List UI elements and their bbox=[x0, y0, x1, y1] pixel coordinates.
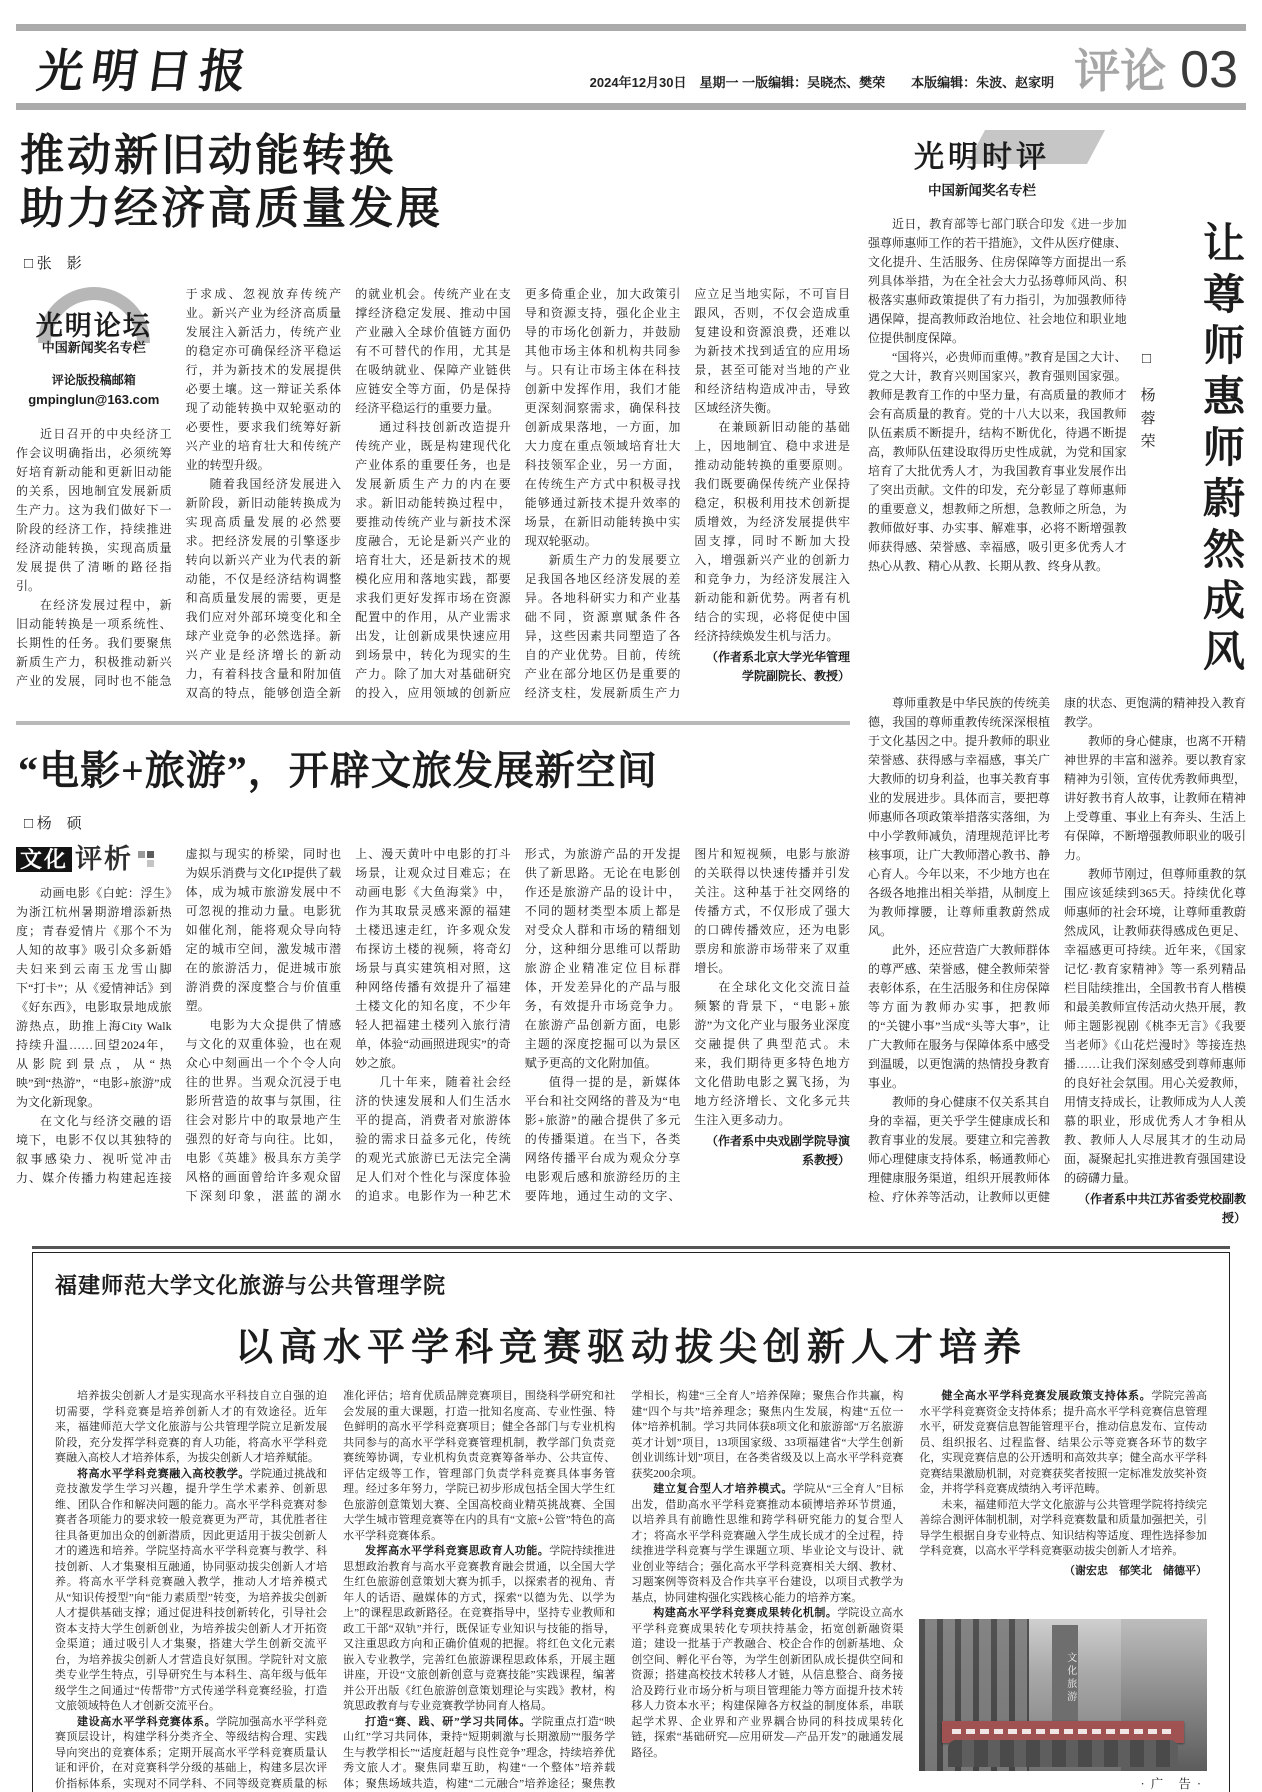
paragraph: 此外，还应营造广大教师群体的尊严感、荣誉感，健全教师荣誉表彰体系，在生活服务和住房保障等方面为教师办实事，把教师的“关键小事”当成“头等大事”，让广大教师在服务与保障体系中感受到温暖，以更饱满的热情投身教育事业。 bbox=[868, 943, 1050, 1090]
article1-headline-line2: 助力经济高质量发展 bbox=[20, 183, 443, 233]
dateline bbox=[590, 72, 1054, 101]
article3-headline: 让尊师惠师蔚然成风 bbox=[1197, 221, 1243, 680]
ad-photo bbox=[919, 1619, 1207, 1771]
paragraph: 几十年来，随着社会经济的快速发展和人们生活水平的提高，消费者对旅游体验的需求日益多元化，传统的观光式旅游已无法完全满足人们对个性化与深度体验的追求。电影作为一种艺术形式，为旅游产品的开发提供了新思路。无论在电影创作还是旅游产品的设计中，不同的题材类型本质上都是对受众人群和市场的精细划分，这种细分思维可以帮助旅游企业精准定位目标群体，开发差异化的产品与服务，有效提升市场竞争力。在旅游产品创新方面，电影主题的深度挖掘可以为景区赋予更高的文化附加值。 bbox=[355, 846, 681, 1203]
article1-headline bbox=[20, 130, 850, 236]
forum-box-email: gmpinglun@163.com bbox=[28, 391, 160, 407]
paragraph: 建立复合型人才培养模式。学院从“三全育人”目标出发，借助高水平学科竞赛推动本硕博培养环节贯通，以培养具有前瞻性思维和跨学科研究能力的复合型人才；将高水平学科竞赛融入学生成长成才的全过程，持续推进学科竞赛与学生课题立项、毕业论文与设计、就业创业等结合；强化高水平学科竞赛相关大纲、教材、习题案例等资料及合作共享平台建设，以项目式教学为基点，协同建构强化实践核心能力的培养方案。 bbox=[631, 1483, 904, 1604]
ad-right-paragraphs bbox=[919, 1389, 1207, 1560]
article3-body-top bbox=[868, 215, 1127, 680]
paragraph: 在文化与经济交融的语境下，电影不仅以其独特的叙事感染力、视听觉冲击力、媒介传播力构建起连接虚拟与现实的桥梁，同时也为娱乐消费与文化IP提供了载体，成为城市旅游发展中不可忽视的推动力量。电影犹如催化剂，能将观众导向特定的城市空间，激发城市潜在的旅游活力，促进城市旅游消费的深度整合与价值重塑。 bbox=[16, 846, 342, 1185]
ad-box bbox=[32, 1252, 1230, 1792]
page-header bbox=[0, 0, 1262, 110]
article2-attribution: （作者系中央戏剧学院导演系教授） bbox=[705, 1133, 850, 1167]
page-number: 03 bbox=[1180, 41, 1238, 99]
ad-title: 以高水平学科竞赛驱动拔尖创新人才培养 bbox=[234, 1327, 1027, 1369]
editors-text: 一版编辑：吴晓杰、樊荣 本版编辑：朱波、赵家明 bbox=[742, 75, 1055, 90]
article-teachers bbox=[868, 126, 1246, 1228]
paragraph: 值得一提的是，新媒体平台和社交网络的普及为“电影+旅游”的融合提供了多元的传播渠道。在当下，各类网络传播平台成为观众分享电影观后感和旅游经历的主要阵地，通过生动的文字、图片和短视频，电影与旅游的关联得以快速传播并引发关注。这种基于社交网络的传播方式，不仅形成了强大的口碑传播效应，还为电影票房和旅游市场带来了双重增长。 bbox=[524, 846, 850, 1203]
paragraph: 近日召开的中央经济工作会议明确指出，必须统筹好培育新动能和更新旧动能的关系，因地制宜发展新质生产力。这为我们做好下一阶段的经济工作，持续推进经济动能转换，实现高质量发展提供了清晰的路径指引。 bbox=[16, 426, 172, 593]
article3-attribution: （作者系中共江苏省委党校副教授） bbox=[1077, 1192, 1246, 1225]
paragraph: 教师节刚过，但尊师重教的氛围应该延续到365天。持续优化尊师惠师的社会环境，让尊师重教蔚然成风，让教师获得感成色更足、幸福感更可持续。近年来，《国家记忆·教育家精神》等一系列精品栏目陆续推出，全国教书育人楷模和最美教师宣传活动火热开展，教师主题影视剧《桃李无言》《我要当老师》《山花烂漫时》等接连热播……让我们深刻感受到尊师惠师的良好社会氛围。用心关爱教师，用情支持成长，让教师成为人人羡慕的职业，形成优秀人才争相从教、教师人人尽展其才的生动局面，凝聚起扎实推进教育强国建设的磅礴力量。 bbox=[1064, 867, 1246, 1185]
paragraph: 尊师重教是中华民族的传统美德，我国的尊师重教传统深深根植于文化基因之中。提升教师的职业荣誉感、获得感与幸福感，事关广大教师的切身利益，也事关教育事业的发展进步。具体而言，要把尊师惠师各项政策举措落实落细，为中小学教师减负，清理规范评比考核事项，让广大教师潜心教书、静心育人。今年以来，不少地方也在各级各地推出相关举措，从制度上为教师撑腰，让尊师重教蔚然成风。 bbox=[868, 696, 1050, 938]
masthead-logo: 光明日报 bbox=[33, 44, 258, 98]
article3-paragraphs bbox=[868, 694, 1246, 1228]
article1-body bbox=[16, 285, 850, 703]
section-label: 评论 bbox=[1074, 45, 1167, 97]
guangming-forum-box bbox=[20, 287, 168, 409]
ad-kicker: 福建师范大学文化旅游与公共管理学院 bbox=[55, 1273, 447, 1298]
top-rule bbox=[16, 24, 1246, 31]
paragraph: 在全球化文化交流日益频繁的背景下，“电影+旅游”为文化产业与服务业深度交融提供了典型范式。未来，我们期待更多特色地方文化借助电影之翼飞扬，为地方经济增长、文化多元共生注入更多动力。 bbox=[694, 979, 850, 1127]
ad-body-left bbox=[55, 1389, 903, 1792]
paragraph: 教师的身心健康不仅关系其自身的幸福，更关乎学生健康成长和教育事业的发展。要建立和完善教师心理健康支持体系，畅通教师心理健康服务渠道，组织开展教师体检、疗休养等活动，让教师以更健康的状态、更饱满的精神投入教育教学。 bbox=[868, 696, 1246, 1204]
paragraph: 健全高水平学科竞赛发展政策支持体系。学院完善高水平学科竞赛资金支持体系；提升高水平学科竞赛信息管理水平，研发竞赛信息智能管理平台，推动信息发布、宣传动员、组织报名、过程监督、结果公示等竞赛各环节的数字化，实现竞赛信息的公开透明和高效共享；健全高水平学科竞赛结果激励机制，对竞赛获奖者按照一定标准发放奖补资金，并将学科竞赛成绩纳入考评范畴。 bbox=[919, 1390, 1208, 1495]
right-column bbox=[868, 124, 1246, 1228]
forum-box-title: 光明论坛 bbox=[35, 310, 152, 341]
photo-pillar-sign: 文化旅游 bbox=[1052, 1625, 1078, 1731]
ad-label: ·广 告· bbox=[1140, 1776, 1207, 1791]
paragraph: 将高水平学科竞赛融入高校教学。学院通过挑战和竞技激发学生学习兴趣，提升学生学术素养、创新思维、团队合作和解决问题的能力。高水平学科竞赛对参赛者各项能力的要求较一般竞赛更为严苛，其优胜者往往具备更加出众的创新潜质，因此更适用于拔尖创新人才的遴选和培养。学院坚持高水平学科竞赛与教学、科技创新、人才集聚相互融通，协同驱动拔尖创新人才培养。将高水平学科竞赛融入教学，推动人才培养模式从“知识传授型”向“能力素质型”转变，为培养拔尖创新人才提供基础支撑；通过促进科技创新转化，引导社会资本支持大学生创新创业，为培养拔尖创新人才开拓资金渠道；通过吸引人才集聚，搭建大学生创新交流平台，为培养拔尖创新人才营造良好氛围。学院针对文旅类专业学生特点，引导研究生与本科生、高年级与低年级学生之间通过“传帮带”方式传递学科竞赛经验，打造文旅领域特色人才创新交流平台。 bbox=[55, 1467, 328, 1712]
university-ad-section bbox=[32, 1246, 1230, 1792]
forum-box-note: 评论版投稿邮箱 bbox=[51, 372, 136, 387]
article2-body bbox=[16, 845, 850, 1206]
paragraph: 在兼顾新旧动能的基础上，因地制宜、稳中求进是推动动能转换的重要原则。我们既要确保传统产业保持稳定，积极利用技术创新提质增效，为经济发展提供牢固支撑，同时不断加大投入，增强新兴产业的创新力和竞争力，为经济发展注入新动能和新优势。两者有机结合的实现，必将促使中国经济持续焕发生机与活力。 bbox=[694, 419, 850, 643]
ad-body-right bbox=[919, 1389, 1207, 1792]
ad-signature: （谢宏忠 郁笑北 储德平） bbox=[1064, 1564, 1207, 1577]
paragraph: 培养拔尖创新人才是实现高水平科技自立自强的迫切需要，学科竞赛是培养创新人才的有效途径。近年来，福建师范大学文化旅游与公共管理学院立足新发展阶段，充分发挥学科竞赛的育人功能，将高水平学科竞赛融入高校人才培养体系，为拔尖创新人才培养赋能。 bbox=[55, 1390, 328, 1464]
pixel-decoration-icon bbox=[138, 851, 154, 867]
paragraph: 动画电影《白蛇：浮生》为浙江杭州暑期游增添新热度；青春爱情片《那个不为人知的故事》吸引众多新婚夫妇来到云南玉龙雪山脚下“打卡”；从《爱情神话》到《好东西》，电影取景地成旅游热点，助推上海City Walk持续升温……回望2024年，从影院到景点，从“热映”到“热游”，“电影+旅游”成为文化新现象。 bbox=[16, 885, 172, 1109]
culture-review-box bbox=[16, 843, 172, 874]
paragraph: 打造“赛、践、研”学习共同体。学院重点打造“映山红”学习共同体，秉持“短期刺激与长期激励”“服务学生与教学相长”“适度赶超与良性竞争”理念，持续培养优秀文旅人才。聚焦同辈互助，构建“一个整体”培养载体；聚焦场域共造，构建“二元融合”培养途径；聚焦教学相长，构建“三全育人”培养保障；聚焦合作共赢，构建“四个与共”培养理念；聚焦内生发展，构建“五位一体”培养机制。学习共同体获8项文化和旅游部“万名旅游英才计划”项目，13项国家级、33项福建省“大学生创新创业训练计划”项目，在各类省级及以上高水平学科竞赛获奖200余项。 bbox=[343, 1390, 904, 1790]
left-column bbox=[16, 124, 850, 1228]
article-economy bbox=[16, 130, 850, 703]
paragraph: 在经济发展过程中，新旧动能转换是一项系统性、长期性的任务。我们要聚焦新质生产力，积极推动新兴产业的发展，同时也不能急于求成、忽视放弃传统产业。新兴产业为经济高质量发展注入新活力，传统产业的稳定亦可确保经济平稳运行，并为新技术的发展提供必要土壤。这一辩证关系体现了动能转换中双轮驱动的必要性，要求我们统筹好新兴产业的培育壮大和传统产业的转型升级。 bbox=[16, 286, 342, 688]
culture-review-label-1: 文化 bbox=[16, 847, 72, 872]
date-text: 2024年12月30日 星期一 bbox=[589, 75, 739, 90]
commentary-box-subtitle: 中国新闻奖名专栏 bbox=[928, 183, 1036, 198]
article1-attribution: （作者系北京大学光华管理学院副院长、教授） bbox=[705, 649, 850, 683]
article2-headline: “电影+旅游”，开辟文旅发展新空间 bbox=[18, 747, 658, 793]
paragraph: 随着我国经济发展进入新阶段，新旧动能转换成为实现高质量发展的必然要求。把经济发展的引擎逐步转向以新兴产业为代表的新动能，不仅是经济结构调整和高质量发展的需要，更是我们应对外部环境变化和全球产业竞争的必然选择。新兴产业是经济增长的新动力，有着科技含量和附加值双高的特点，能够创造全新的就业机会。传统产业在支撑经济稳定发展、推动中国产业融入全球价值链方面仍有不可替代的作用，尤其是在吸纳就业、保障产业链供应链安全等方面，仍是保持经济平稳运行的重要力量。 bbox=[185, 286, 511, 700]
article1-headline-line1: 推动新旧动能转换 bbox=[20, 131, 396, 180]
paragraph: 新质生产力的发展要立足我国各地区经济发展的差异。各地科研实力和产业基础不同，资源禀赋条件各异，这些因素共同塑造了各自的产业优势。目前，传统产业在部分地区仍是重要的经济支柱，发展新质生产力应立足当地实际，不可盲目跟风，否则，不仅会造成重复建设和资源浪费，还难以为新技术找到适宜的应用场景，甚至可能对当地的产业和经济结构造成冲击，导致区域经济失衡。 bbox=[524, 286, 850, 700]
main-content bbox=[0, 110, 1262, 1792]
article2-byline: □ 杨 硕 bbox=[24, 815, 82, 832]
photo-people-silhouette bbox=[948, 1740, 1178, 1767]
forum-box-subtitle: 中国新闻奖名专栏 bbox=[41, 339, 146, 355]
commentary-box-title: 光明时评 bbox=[914, 141, 1050, 174]
paragraph: 未来，福建师范大学文化旅游与公共管理学院将持续完善综合测评体制机制，对学科竞赛数量和质量加强把关，引导学生根据自身专业特点、知识结构等适度、理性选择参加学科竞赛，以高水平学科竞赛驱动拔尖创新人才培养。 bbox=[919, 1498, 1207, 1557]
article-film-tourism bbox=[16, 739, 850, 1206]
article1-byline: □ 张 影 bbox=[24, 255, 82, 272]
culture-review-label-2: 评析 bbox=[75, 843, 134, 874]
paragraph: 通过科技创新改造提升传统产业，既是构建现代化产业体系的重要任务，也是发展新质生产力的内在要求。新旧动能转换过程中，要推动传统产业与新技术深度融合，无论是新兴产业的培育壮大，还是新技术的规模化应用和落地实践，都要求我们更好发挥市场在资源配置中的作用，从产业需求出发，让创新成果快速应用到场景中，转化为现实的生产力。除了加大对基础研究的投入，应用领域的创新应更多倚重企业，加大政策引导和资源支持，强化企业主导的市场化创新力，并鼓励其他市场主体和机构共同参与。只有让市场主体在科技创新中发挥作用，我们才能更深刻洞察需求，确保科技创新成果落地，一方面，加大力度在重点领域培育壮大科技领军企业，另一方面，在传统生产方式中积极寻找能够通过新技术提升效率的场景，在新旧动能转换中实现双轮驱动。 bbox=[355, 286, 681, 700]
paragraph: 教师的身心健康，也离不开精神世界的丰富和滋养。要以教育家精神为引领，宣传优秀教师典型，讲好教书育人故事，让教师在精神上受尊重、事业上有奔头、生活上有保障，不断增强教师职业的吸引力。 bbox=[1064, 734, 1246, 862]
paragraph: 构建高水平学科竞赛成果转化机制。学院设立高水平学科竞赛成果转化专项扶持基金，拓宽创新融资渠道；建设一批基于产教融合、校企合作的创新基地、众创空间、孵化平台等，为学生创新团队成长提供空间和资源；搭建高校技术转移人才链，从信息整合、商务接洽及跨行业市场分析与项目管理能力等方面提升技术转移人力资本水平；构建保障各方权益的制度体系，串联起学术界、企业界和产业界耦合协同的科技成果转化链，探索“基础研究—应用研发—产品开发”的融通发展路径。 bbox=[631, 1607, 904, 1759]
paragraph: 电影为大众提供了情感与文化的双重体验，也在观众心中刻画出一个个令人向往的世界。当观众沉浸于电影所营造的故事与氛围，往往会对影片中的取景地产生强烈的好奇与向往。比如，电影《英雄》极具东方美学风格的画面曾给许多观众留下深刻印象，湛蓝的湖水上、漫天黄叶中电影的打斗场景，让观众过目难忘；在动画电影《大鱼海棠》中，作为其取景灵感来源的福建土楼迅速走红，许多观众发布探访土楼的视频，将奇幻场景与真实建筑相对照，这种网络传播有效提升了福建土楼文化的知名度，不少年轻人把福建土楼列入旅行清单，体验“动画照进现实”的奇妙之旅。 bbox=[185, 846, 511, 1203]
paragraph: 近日，教育部等七部门联合印发《进一步加强尊师惠师工作的若干措施》，文件从医疗健康、文化提升、生活服务、住房保障等方面提出一系列具体举措，为在全社会大力弘扬尊师风尚、积极落实惠师政策提供了有力指引，为加强教师待遇保障，提高教师政治地位、社会地位和职业地位提供制度保障。 bbox=[868, 217, 1127, 345]
paragraph: 发挥高水平学科竞赛思政育人功能。学院持续推进思想政治教育与高水平竞赛教育融会贯通，以全国大学生红色旅游创意策划大赛为抓手，以探索者的视角、青年人的话语、融媒体的方式，探索“以德为先、以学为上”的课程思政新路径。在竞赛指导中，坚持专业教师和政工干部“双轨”并行，既保证专业知识与技能的指导，又注重思政方向和正确价值观的把握。将红色文化元素嵌入专业教学，完善红色旅游课程思政体系，开展主题讲座，开设“文旅创新创意与竞赛技能”实践课程，编著并公开出版《红色旅游创意策划理论与实践》教材，构筑思政教育与专业竞赛教学协同育人格局。 bbox=[343, 1545, 616, 1712]
header-rule bbox=[16, 103, 1246, 110]
article3-byline: □ 杨蓉荣 bbox=[1138, 351, 1155, 456]
paragraph: 建设高水平学科竞赛体系。学院加强高水平学科竞赛顶层设计，构建学科分类齐全、等级结构合理、实践导向突出的竞赛体系；定期开展高水平学科竞赛质量认证和评价，在对竞赛科学分级的基础上，构建多层次评价指标体系，实现对不同学科、不同等级竞赛质量的标准化评估；培育优质品牌竞赛项目，围绕科学研究和社会发展的重大课题，打造一批知名度高、专业性强、特色鲜明的高水平学科竞赛项目；健全各部门与专业机构共同参与的高水平学科竞赛管理机制，教学部门负责竞赛统筹协调，专业机构负责竞赛筹备举办、公共宣传、评估定级等工作，管理部门负责学科竞赛具体事务管理。经过多年努力，学院已初步形成包括全国大学生红色旅游创意策划大赛、全国高校商业精英挑战赛、全国大学生城市管理竞赛等在内的具有“文旅+公管”特色的高水平学科竞赛体系。 bbox=[55, 1390, 616, 1790]
article3-body-rest bbox=[868, 694, 1246, 1228]
guangming-commentary-box bbox=[874, 126, 1090, 201]
paragraph: “国将兴，必贵师而重傅。”教育是国之大计、党之大计，教育兴则国家兴，教育强则国家强。教师是教育工作的中坚力量，有高质量的教师才会有高质量的教育。党的十八大以来，我国教师队伍素质不断提升，结构不断优化，待遇不断提高，教师队伍建设取得历史性成就，为党和国家培育了大批优秀人才，为我国教育事业发展作出了突出贡献。文件的印发，充分彰显了尊师惠师的重要意义，想教师之所想，急教师之所急，为教师做好事、办实事、解难事，必将不断增强教师获得感、荣誉感、幸福感，吸引更多优秀人才热心从教、精心从教、长期从教、终身从教。 bbox=[868, 350, 1127, 573]
section-divider bbox=[16, 721, 850, 725]
